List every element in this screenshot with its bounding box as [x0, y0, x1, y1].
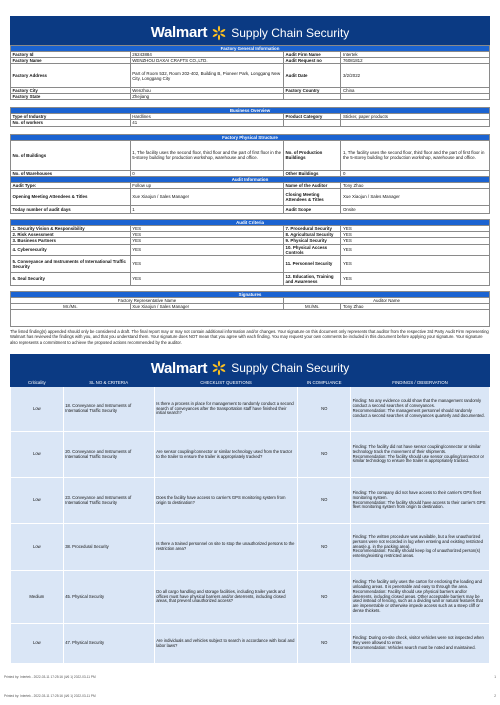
compliance-cell: NO [298, 387, 351, 432]
auditor-name-value: Tony Zhao [341, 182, 490, 188]
factory-id-label: Factory Id [11, 52, 131, 58]
workers-label: No. of workers [11, 120, 131, 126]
criteria-cell: 38. Procedural Security [63, 524, 154, 571]
criteria-value: YES [130, 238, 283, 244]
criteria-label: 7. Procedural Security [284, 226, 341, 232]
question-cell: Is there a trained personnel on site to stop the unauthorized persons to the restriction area? [154, 524, 298, 571]
criteria-label: 9. Physical Security [284, 238, 341, 244]
criticality-cell: Medium [11, 571, 64, 624]
finding-cell: Finding: No any evidence could show that the management randomly conduct a second searches of conveyances. Recommendation: The management personnel should randomly conduct a second searches of conveyances quarterly and documented. [351, 387, 490, 432]
audit-scope-value: Onsite [341, 205, 490, 214]
prod-buildings-value: 1, The facility uses the second floor, third floor and the part of first floor in the 5-storey building for production workshop, warehouse and office. [341, 140, 490, 170]
disclaimer-text: The listed finding(s) appended should only be considered a draft. The final report may or may not contain additional information and/or changes. Your signature on this document only represents that auditor from the respective 3rd Party Audit Firm representing Walmart has reviewed the findings with you, and that you understand them. Your signature does NOT mean that you agree with each finding. You may request your own comments be included in this document before applying your signature. Your signature also represents a commitment to achieve the proposed actions recommended by the auditor. [10, 329, 489, 345]
section-business-header: Business Overview [11, 108, 490, 114]
criteria-value: YES [341, 226, 490, 232]
col-criteria: SL NO & CRITERIA [63, 379, 154, 387]
compliance-cell: NO [298, 624, 351, 664]
finding-cell: Finding: The facility did not have sensor coupling/connector or similar technology track the movement of their shipments. Recommendation: The facility should use sensor coupling/connector or similar technology to ensure the trailer is appropriately tracked. [351, 432, 490, 478]
criteria-value: YES [341, 244, 490, 255]
rep-name-value: Xue Xiaojun / Sales Manager [130, 303, 283, 309]
question-cell: Are individuals and vehicles subject to search in accordance with local and labor laws? [154, 624, 298, 664]
finding-cell: Finding: The facility only uses the carton for enclosing the loading and unloading areas. It is penetrable and easy to through the area. Recommendation: Facility should use physical barriers and/or deterrents, including closed areas. Other acceptable barriers may be used instead of fencing, such as a dividing wall or natural features that are impenetrable or otherwise impede access such as a steep cliff or dense thickets. [351, 571, 490, 624]
auditor-name-label: Name of the Auditor [284, 182, 341, 188]
criteria-label: 6. Seal Security [11, 272, 131, 285]
state-label: Factory State [11, 94, 131, 100]
col-question: CHECKLIST QUESTIONS [154, 379, 298, 387]
other-buildings-value: 0 [341, 170, 490, 176]
table-row [11, 571, 490, 624]
warehouses-value: 0 [130, 170, 283, 176]
opening-meeting-value: Xue Xiaojun / Sales Manager [130, 188, 283, 205]
finding-cell: Finding: The company did not have access to their carrier's GPS fleet monitoring system. Recommendation: The facility should have access to their carrier's GPS fleet monitoring system from origin to destination. [351, 478, 490, 524]
audit-date-label: Audit Date [284, 64, 341, 88]
finding-cell: Finding: The written procedure was available, but a few unauthorized persons were not recorded in log when entering and existing restricted areas(e.g. in the packing area). Recommendation: Facility should keep log of unauthorized person(s) entering/existing restricted areas. [351, 524, 490, 571]
criteria-cell: 18. Conveyance and Instruments of International Traffic Security [63, 387, 154, 432]
criteria-label: 2. Risk Assessment [11, 232, 131, 238]
section-signatures-header: Signatures [11, 291, 490, 297]
auditor-title-label: Mr./Ms. [284, 303, 341, 309]
country-value: China [341, 88, 490, 94]
compliance-cell: NO [298, 478, 351, 524]
firm-name-label: Audit Firm Name [284, 52, 341, 58]
criteria-label: 12. Education, Training and Awareness [284, 272, 341, 285]
criteria-cell: 20. Conveyance and Instruments of International Traffic Security [63, 432, 154, 478]
findings-table [10, 378, 490, 664]
criteria-cell: 45. Physical Security [63, 571, 154, 624]
closing-meeting-value: Xue Xiaojun / Sales Manager [341, 188, 490, 205]
criticality-cell: Low [11, 432, 64, 478]
table-row [11, 387, 490, 432]
compliance-cell: NO [298, 524, 351, 571]
print-footer: Printed by: Intertek - 2022-03-11 17:25:16 (4/6 1) 2022-03-11 PM [4, 694, 96, 698]
audit-scope-label: Audit Scope [284, 205, 341, 214]
criteria-value: YES [130, 255, 283, 272]
other-buildings-label: Other Buildings [284, 170, 341, 176]
compliance-cell: NO [298, 432, 351, 478]
factory-name-value: WENZHOU DAXAI CRAFTS CO.,LTD. [130, 58, 283, 64]
audit-days-value: 1 [130, 205, 283, 214]
signature-space [11, 309, 490, 326]
criteria-label: 5. Conveyance and Instruments of International Traffic Security [11, 255, 131, 272]
industry-label: Type of Industry [11, 114, 131, 120]
audit-days-label: Today number of audit days [11, 205, 131, 214]
auditor-sig-label: Auditor Name [284, 297, 490, 303]
criteria-value: YES [130, 244, 283, 255]
factory-name-label: Factory Name [11, 58, 131, 64]
criteria-label: 4. Cybersecurity [11, 244, 131, 255]
workers-value: 41 [130, 120, 283, 126]
address-value: Part of Room 532, Room 202-402, Building B, Pioneer Park, Longgang New City, Longgang City [130, 64, 283, 88]
question-cell: Is there a process in place for management to randomly conduct a second search of conveyances after the transportation staff have finished their initial search? [154, 387, 298, 432]
factory-info-table [10, 45, 490, 327]
report-page-1 [0, 0, 500, 348]
criteria-label: 10. Physical Access Controls [284, 244, 341, 255]
auditor-sig-value: Tony Zhao [341, 303, 490, 309]
section-audit-header: Audit Information [11, 176, 490, 182]
industry-value: Hardlines [130, 114, 283, 120]
buildings-label: No. of Buildings [11, 140, 131, 170]
criteria-label: 11. Personnel Security [284, 255, 341, 272]
audit-type-value: Follow up [130, 182, 283, 188]
buildings-value: 1, The facility uses the second floor, third floor and the part of first floor in the 5-storey building for production workshop, warehouse and office. [130, 140, 283, 170]
criteria-label: 8. Agricultural Security [284, 232, 341, 238]
factory-id-value: 26243884 [130, 52, 283, 58]
closing-meeting-label: Closing Meeting Attendees & Titles [284, 188, 341, 205]
criteria-value: YES [341, 232, 490, 238]
firm-name-value: Intertek [341, 52, 490, 58]
col-criticality: Criticality [11, 379, 64, 387]
criticality-cell: Low [11, 624, 64, 664]
walmart-logo-text: Walmart [150, 24, 208, 41]
criticality-cell: Low [11, 478, 64, 524]
question-cell: Do all cargo handling and storage facilities, including trailer yards and offices must have physical barriers and/or deterrents, including closed areas, that prevent unauthorized access? [154, 571, 298, 624]
col-finding: FINDINGS / OBSERVATION [351, 379, 490, 387]
state-value: Zhejiang [130, 94, 283, 100]
col-compliance: IN COMPLIANCE [298, 379, 351, 387]
category-label: Product Category [284, 114, 341, 120]
criteria-value: YES [130, 272, 283, 285]
walmart-spark-icon [211, 25, 227, 41]
finding-cell: Finding: During on-site check, visitor vehicles were not inspected when they were allowed to enter. Recommendation: Vehicles search must be noted and maintained. [351, 624, 490, 664]
page-number: 2 [494, 694, 496, 698]
criticality-cell: Low [11, 387, 64, 432]
warehouses-label: No. of Warehouses [11, 170, 131, 176]
criteria-cell: 47. Physical Security [63, 624, 154, 664]
criteria-value: YES [130, 232, 283, 238]
banner-subtitle: Supply Chain Security [231, 25, 350, 40]
criteria-value: YES [130, 226, 283, 232]
section-general-header: Factory General Information [11, 46, 490, 52]
criteria-value: YES [341, 238, 490, 244]
address-label: Factory Address [11, 64, 131, 88]
rep-title-label: Mr./Ms. [11, 303, 131, 309]
country-label: Factory Country [284, 88, 341, 94]
criteria-label: 1. Security Vision & Responsibility [11, 226, 131, 232]
audit-type-label: Audit Type: [11, 182, 131, 188]
request-label: Audit Request no [284, 58, 341, 64]
factory-rep-label: Factory Representative Name [11, 297, 284, 303]
city-value: Wenzhou [130, 88, 283, 94]
city-label: Factory City [11, 88, 131, 94]
prod-buildings-label: No. of Production Buildings [284, 140, 341, 170]
print-footer: Printed by: Intertek - 2022-03-11 17:25:16 (4/6 1) 2022-03-11 PM [4, 675, 96, 679]
section-criteria-header: Audit Criteria [11, 220, 490, 226]
category-value: Sticker, paper products [341, 114, 490, 120]
walmart-logo-text: Walmart [150, 359, 208, 377]
question-cell: Are sensor coupling/connector or similar technology used from the tractor to the trailer to ensure the trailer is appropriately tracked? [154, 432, 298, 478]
section-physical-header: Factory Physical Structure [11, 134, 490, 140]
audit-date-value: 3/2/2022 [341, 64, 490, 88]
criticality-cell: Low [11, 524, 64, 571]
criteria-label: 3. Business Partners [11, 238, 131, 244]
banner-subtitle: Supply Chain Security [231, 361, 350, 375]
request-value: 76081812 [341, 58, 490, 64]
table-row [11, 478, 490, 524]
table-row [11, 432, 490, 478]
criteria-value: YES [341, 272, 490, 285]
criteria-cell: 23. Conveyance and Instruments of International Traffic Security [63, 478, 154, 524]
compliance-cell: NO [298, 571, 351, 624]
table-row [11, 624, 490, 664]
criteria-value: YES [341, 255, 490, 272]
table-row [11, 524, 490, 571]
page-number: 1 [494, 675, 496, 679]
opening-meeting-label: Opening Meeting Attendees & Titles [11, 188, 131, 205]
question-cell: Does the facility have access to carrier's GPS monitoring system from origin to destination? [154, 478, 298, 524]
walmart-spark-icon [211, 360, 227, 376]
